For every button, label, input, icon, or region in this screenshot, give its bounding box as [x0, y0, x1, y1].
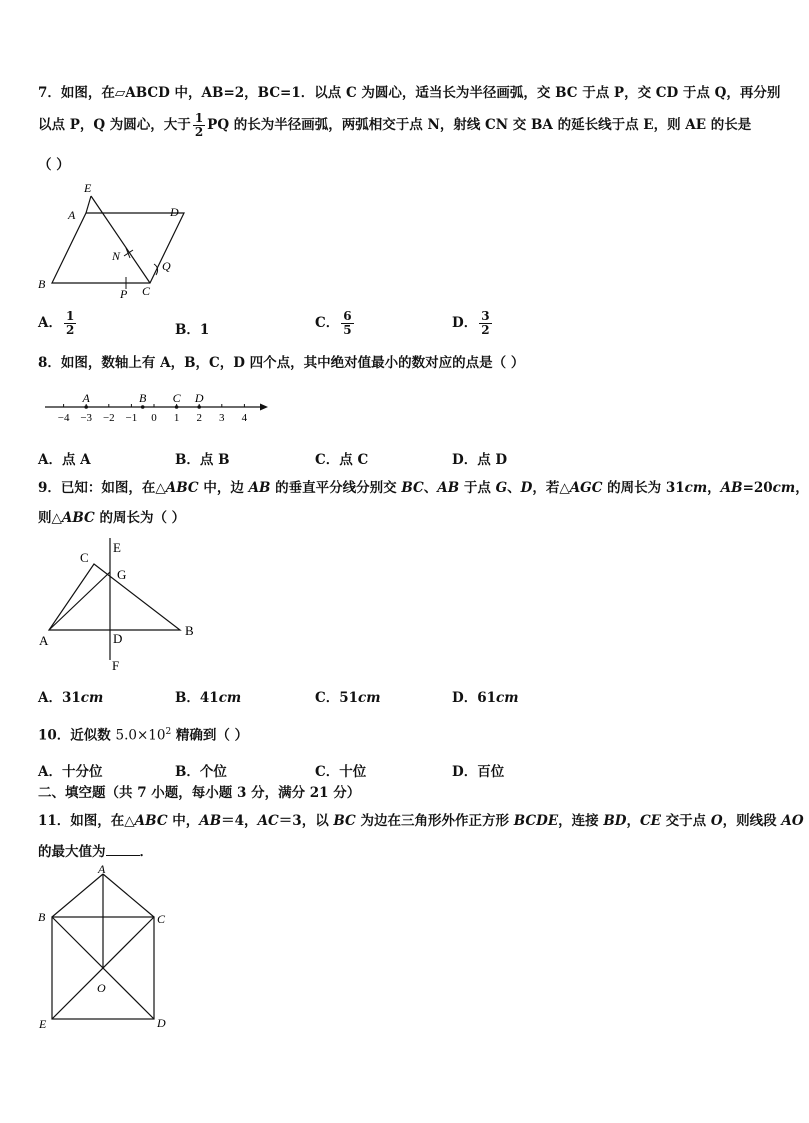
q9-label-d: D: [113, 631, 123, 646]
q9-option-d[interactable]: D．61cm: [452, 690, 519, 706]
q9-figure: [36, 536, 206, 676]
q8-tick-label: 4: [241, 412, 248, 424]
q11-line1: 11．如图，在△ABC 中，AB＝4，AC＝3，以 BC 为边在三角形外作正方形 BCDE，连接 BD，CE 交于点 O，则线段 AO: [38, 813, 804, 829]
q9-segment-ag: [49, 572, 110, 630]
q8-point: [175, 405, 179, 409]
q7-ext-ae: [86, 196, 91, 213]
q10-option-a[interactable]: A．十分位: [38, 764, 103, 780]
q8-point: [197, 405, 201, 409]
q7-label-n: N: [112, 249, 121, 263]
q7-frac-den: 2: [194, 125, 204, 139]
q11-figure: [36, 864, 176, 1032]
section2-title: 二、填空题（共 7 小题，每小题 3 分，满分 21 分）: [38, 785, 361, 801]
q11-label-d: D: [157, 1016, 166, 1030]
q7-fraction: [193, 112, 205, 139]
q11-label-o: O: [97, 981, 106, 995]
q7-option-b-text: 1: [199, 322, 210, 338]
q8-tick-label: 3: [219, 412, 225, 424]
q8-number-line: [40, 388, 270, 428]
q9-label-b: B: [185, 623, 194, 638]
q8-tick-label: 0: [151, 412, 157, 424]
q9-label-g: G: [117, 567, 127, 582]
q7-label-d: D: [170, 205, 179, 219]
q10-option-c[interactable]: C．十位: [315, 764, 367, 780]
q9-option-a[interactable]: A．31cm: [38, 690, 104, 706]
q10-option-b[interactable]: B．个位: [175, 764, 227, 780]
q11-ac: [103, 874, 154, 917]
q7-option-a-den: 2: [65, 323, 75, 337]
q8-point: [141, 405, 145, 409]
q7-option-b[interactable]: B．1: [175, 322, 210, 338]
q7-option-c-num: 6: [343, 309, 352, 323]
q11-ab: [52, 874, 103, 917]
q7-paren: （ ）: [38, 157, 70, 173]
q7-option-d-num: 3: [481, 309, 490, 323]
q9-option-b[interactable]: B．41cm: [175, 690, 242, 706]
q8-tick-label: 1: [173, 412, 180, 424]
q7-option-c-den: 5: [343, 323, 352, 337]
q8-option-d[interactable]: D．点 D: [452, 452, 508, 468]
q8-option-c[interactable]: C．点 C: [315, 452, 369, 468]
q11-label-a: A: [98, 862, 106, 876]
q9-triangle: [49, 564, 180, 630]
q9-label-e: E: [113, 540, 121, 555]
q9-label-c: C: [80, 550, 89, 565]
q9-line2: 则△ABC 的周长为（ ）: [38, 510, 186, 526]
q7-line1: 7．如图，在▱ABCD 中，AB=2，BC=1．以点 C 为圆心，适当长为半径画弧，交 BC 于点 P，交 CD 于点 Q，再分别: [38, 85, 781, 101]
q11-label-c: C: [157, 912, 166, 926]
q7-line2-post: PQ 的长为半径画弧，两弧相交于点 N，射线 CN 交 BA 的延长线于点 E，则 AE 的长是: [207, 117, 752, 133]
q8-line1: 8．如图，数轴上有 A，B，C，D 四个点，其中绝对值最小的数对应的点是（ ）: [38, 355, 525, 371]
q8-tick-label: −4: [57, 412, 70, 424]
q7-option-a-num: 1: [65, 309, 75, 323]
q7-line2: [38, 112, 751, 139]
q7-option-d-den: 2: [481, 323, 490, 337]
q7-label-q: Q: [162, 259, 171, 273]
q8-point-label: A: [82, 391, 90, 405]
q8-option-b[interactable]: B．点 B: [175, 452, 230, 468]
q7-label-e: E: [84, 181, 92, 195]
q10-option-d[interactable]: D．百位: [452, 764, 505, 780]
q11-line2: 的最大值为 ．: [38, 844, 153, 860]
q8-point-label: C: [172, 391, 181, 405]
q8-tick-label: −1: [125, 412, 138, 424]
q11-answer-blank[interactable]: [106, 843, 140, 856]
q7-label-a: A: [68, 208, 76, 222]
q11-label-e: E: [39, 1017, 47, 1031]
q9-label-a: A: [39, 633, 49, 648]
q7-option-a[interactable]: A． $\frac{1}{2}$: [38, 309, 75, 337]
q9-line1: 9．已知：如图，在△ABC 中，边 AB 的垂直平分线分别交 BC、AB 于点 G、D，若△AGC 的周长为 31cm，AB=20cm，: [38, 480, 809, 496]
q10-line1: 10．近似数 $5.0\times 10^2$ 精确到（ ）: [38, 727, 249, 744]
q7-label-p: P: [120, 287, 128, 301]
q11-label-b: B: [38, 910, 46, 924]
q8-tick-label: −2: [102, 412, 115, 424]
q8-point-label: B: [139, 391, 147, 405]
q8-point-label: D: [194, 391, 204, 405]
q9-option-c[interactable]: C．51cm: [315, 690, 381, 706]
q7-option-c[interactable]: C． $\frac{6}{5}$: [315, 309, 352, 337]
q8-axis-arrow: [260, 404, 268, 411]
q7-ray-ce: [91, 196, 150, 283]
q9-label-f: F: [112, 658, 120, 673]
q7-frac-num: 1: [194, 111, 204, 125]
q8-tick-label: 2: [196, 412, 202, 424]
q7-label-c: C: [142, 284, 151, 298]
q7-label-b: B: [38, 277, 46, 291]
q8-option-a[interactable]: A．点 A: [38, 452, 91, 468]
q8-tick-label: −3: [80, 412, 93, 424]
q8-point: [84, 405, 88, 409]
q7-figure: [36, 178, 206, 303]
q7-option-d[interactable]: D． $\frac{3}{2}$: [452, 309, 490, 337]
q7-line2-pre: 以点 P，Q 为圆心，大于: [38, 117, 191, 133]
